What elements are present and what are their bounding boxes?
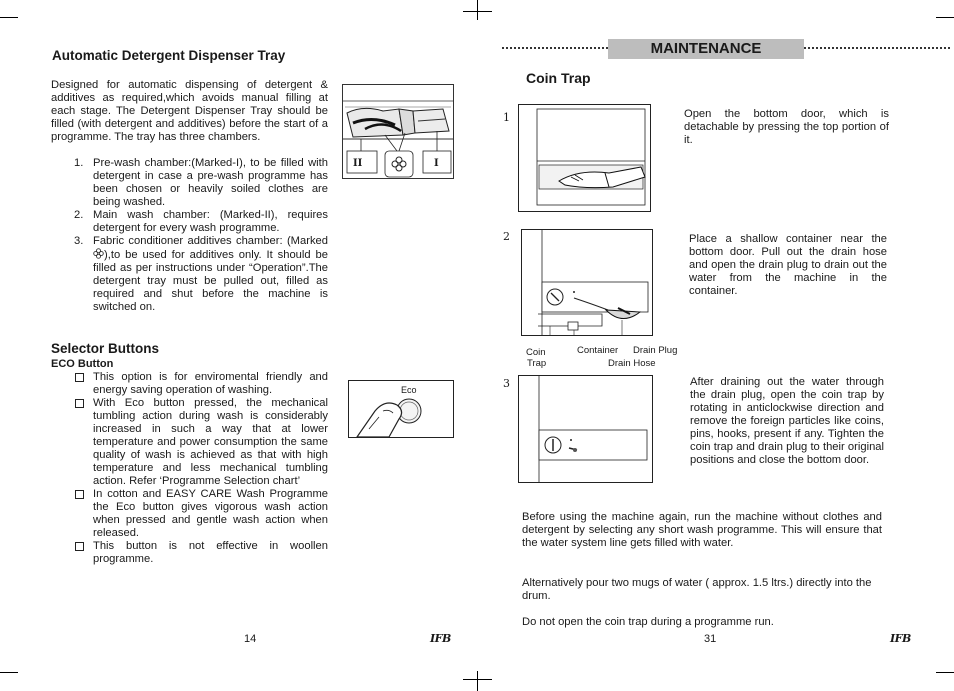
item-text: In cotton and EASY CARE Wash Programme the Eco button gives vigorous wash action when pressed and gentle wash action when released. <box>93 488 328 539</box>
tray-label-ii: II <box>353 158 363 169</box>
note-run-without-clothes: Before using the machine again, run the machine without clothes and detergent by selecting any short wash programme. This will ensure that the water system line gets filled with water. <box>522 511 882 549</box>
crop-mark <box>936 672 954 673</box>
item-text: With Eco button pressed, the mechanical tumbling action during wash is considerably increased in such a way that at lower temperature and power consumption the same quality of wash is achieved as that with high temperature and less mechanical tumbling action. Refer ‘Programme Selection chart’ <box>93 397 328 487</box>
coin-trap-title: Coin Trap <box>526 70 591 86</box>
item-number: 2. <box>74 209 84 221</box>
label-coin: Coin <box>526 347 546 358</box>
step1-text: Open the bottom door, which is detachable by pressing the top portion of it. <box>684 108 889 146</box>
intro-text: Designed for automatic dispensing of detergent & additives as required,which avoids manual filling at each stage. The Detergent Dispenser Tray should be filled (with detergent and additives) before the start of a programme. The tray has three chambers. <box>51 79 328 143</box>
crop-mark <box>936 17 954 18</box>
chambers-list <box>51 157 328 314</box>
dispenser-title: Automatic Detergent Dispenser Tray <box>52 48 286 63</box>
list-item <box>51 540 328 566</box>
dispenser-intro <box>51 79 328 144</box>
maintenance-header <box>608 39 804 59</box>
checkbox-bullet-icon <box>75 542 84 551</box>
step1-figure <box>518 104 651 212</box>
step-number: 2 <box>503 230 510 243</box>
label-container: Container <box>577 345 619 356</box>
label-trap: Trap <box>527 358 547 369</box>
header-dotted-line <box>804 47 950 49</box>
list-item <box>51 397 328 488</box>
item-text: This button is not effective in woollen programme. <box>93 540 328 565</box>
flower-icon <box>93 248 104 259</box>
step3-text: After draining out the water through the drain plug, open the coin trap by rotating in anticlockwise direction and remove the foreign particles like coins, pins, hooks, present if any. Tighten the coin trap and drain plug to their original positions and close the bottom door. <box>690 376 884 466</box>
crop-mark <box>477 671 478 691</box>
checkbox-bullet-icon <box>75 399 84 408</box>
list-item <box>51 235 328 314</box>
tray-label-i: I <box>434 158 439 169</box>
label-drain-hose: Drain Hose <box>608 358 656 369</box>
drain-container-drawing <box>522 230 652 335</box>
list-item <box>51 209 328 235</box>
header-dotted-line <box>502 47 608 49</box>
step3-figure <box>518 375 653 483</box>
note-pour-water: Alternatively pour two mugs of water ( approx. 1.5 ltrs.) directly into the drum. <box>522 577 872 602</box>
eco-bullets <box>51 371 328 566</box>
step-number: 1 <box>503 111 510 124</box>
dispenser-tray-figure <box>342 84 454 179</box>
item-text: Pre-wash chamber:(Marked-I), to be filled with detergent in case a pre-wash programme has been chosen or heavily soiled clothes are being washed. <box>93 157 328 208</box>
eco-label: Eco <box>401 385 417 395</box>
item-text: Main wash chamber: (Marked-II), requires detergent for every wash programme. <box>93 209 328 234</box>
step-number: 3 <box>503 377 510 390</box>
item-text: Fabric conditioner additives chamber: (Marked <box>93 235 328 247</box>
eco-title: ECO Button <box>51 358 114 370</box>
crop-mark <box>477 0 478 20</box>
list-item <box>51 488 328 540</box>
list-item <box>51 157 328 209</box>
step2-text: Place a shallow container near the bottom door. Pull out the drain hose and open the drain plug to drain out the water from the machine in the container. <box>689 233 887 297</box>
label-drain-plug: Drain Plug <box>633 345 678 356</box>
ifb-logo-left: IFB <box>430 632 451 645</box>
step2-figure <box>521 229 653 336</box>
coin-trap-drawing <box>519 376 652 482</box>
selector-title: Selector Buttons <box>51 341 160 356</box>
eco-button-figure <box>348 380 454 438</box>
crop-mark <box>0 17 18 18</box>
list-item <box>51 371 328 397</box>
item-number: 1. <box>74 157 84 169</box>
item-text: ),to be used for additives only. It should be filled as per instructions under “Operation”.The detergent tray must be pulled out, filled as required and shut before the machine is switched on. <box>93 249 328 313</box>
page-number-right: 31 <box>704 633 717 645</box>
item-text: This option is for enviromental friendly and energy saving operation of washing. <box>93 371 328 396</box>
crop-mark <box>0 672 18 673</box>
header-text: MAINTENANCE <box>650 40 762 57</box>
crop-mark <box>463 679 492 680</box>
checkbox-bullet-icon <box>75 373 84 382</box>
bottom-door-drawing <box>519 105 650 211</box>
checkbox-bullet-icon <box>75 490 84 499</box>
item-number: 3. <box>74 235 84 247</box>
page-number-left: 14 <box>244 633 257 645</box>
crop-mark <box>463 11 492 12</box>
ifb-logo-right: IFB <box>890 632 911 645</box>
note-do-not-open: Do not open the coin trap during a programme run. <box>522 616 774 628</box>
